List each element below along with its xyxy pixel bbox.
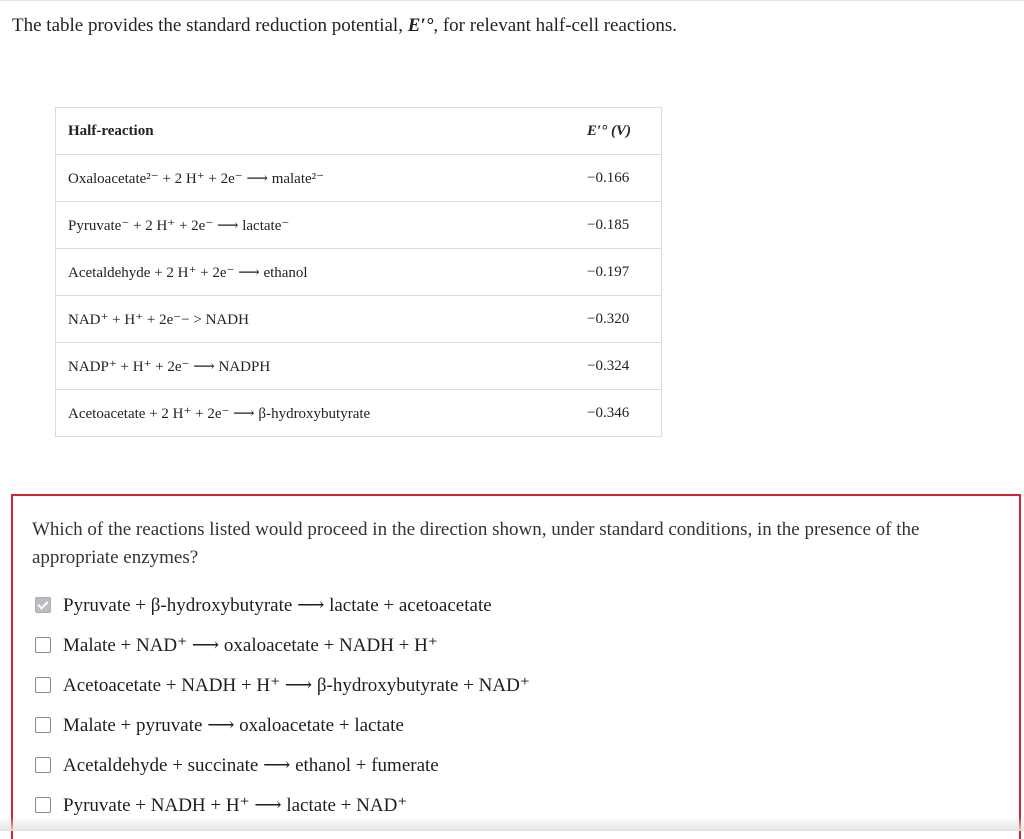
half-reaction-cell: NAD⁺ + H⁺ + 2e⁻− > NADH (68, 311, 249, 328)
answer-option-label: Malate + NAD⁺ ⟶ oxaloacetate + NADH + H⁺ (63, 634, 438, 656)
top-divider (0, 0, 1024, 1)
potential-cell: −0.166 (587, 169, 630, 186)
potential-cell: −0.320 (587, 310, 630, 327)
answer-option-label: Pyruvate + β-hydroxybutyrate ⟶ lactate + acetoacetate (63, 594, 492, 616)
half-reaction-cell: Acetaldehyde + 2 H⁺ + 2e⁻ ⟶ ethanol (68, 264, 308, 281)
checkbox-icon[interactable] (35, 717, 51, 733)
answer-option[interactable] (35, 665, 530, 705)
question-panel (11, 494, 1021, 839)
checkbox-icon[interactable] (35, 677, 51, 693)
answer-option-label: Malate + pyruvate ⟶ oxaloacetate + lactate (63, 714, 404, 736)
intro-before: The table provides the standard reduction potential, (12, 15, 408, 36)
half-reaction-cell: Pyruvate⁻ + 2 H⁺ + 2e⁻ ⟶ lactate⁻ (68, 217, 290, 234)
table-row (56, 343, 662, 390)
answer-option-label: Acetaldehyde + succinate ⟶ ethanol + fumerate (63, 754, 439, 776)
intro-after: , for relevant half-cell reactions. (433, 15, 678, 36)
question-text: Which of the reactions listed would proceed in the direction shown, under standard conditions, in the presence of the appropriate enzymes? (32, 519, 920, 568)
checkbox-icon[interactable] (35, 757, 51, 773)
table-row (56, 390, 662, 437)
half-reaction-cell: Oxaloacetate²⁻ + 2 H⁺ + 2e⁻ ⟶ malate²⁻ (68, 170, 325, 187)
half-reaction-cell: Acetoacetate + 2 H⁺ + 2e⁻ ⟶ β-hydroxybutyrate (68, 405, 371, 422)
potential-cell: −0.185 (587, 216, 630, 233)
bottom-shadow (0, 817, 1024, 831)
header-half-reaction: Half-reaction (56, 108, 576, 155)
checkbox-icon[interactable] (35, 637, 51, 653)
potential-cell: −0.324 (587, 357, 630, 374)
table-row (56, 249, 662, 296)
table-row (56, 202, 662, 249)
intro-symbol: E′° (407, 15, 434, 36)
half-reaction-cell: NADP⁺ + H⁺ + 2e⁻ ⟶ NADPH (68, 358, 271, 375)
header-potential: E′° (V) (575, 108, 662, 155)
potential-cell: −0.197 (587, 263, 630, 280)
table-header-row (56, 108, 662, 155)
answer-option-label: Acetoacetate + NADH + H⁺ ⟶ β-hydroxybutyrate + NAD⁺ (63, 674, 530, 696)
answer-option[interactable] (35, 705, 530, 745)
reduction-potential-table (55, 107, 662, 437)
answer-option[interactable] (35, 745, 530, 785)
table-row (56, 296, 662, 343)
answer-options (35, 585, 530, 825)
checkbox-icon[interactable] (35, 797, 51, 813)
potential-cell: −0.346 (587, 404, 630, 421)
checkbox-checked-icon[interactable] (35, 597, 51, 613)
intro-text (12, 15, 677, 37)
table-row (56, 155, 662, 202)
answer-option[interactable] (35, 585, 530, 625)
answer-option-label: Pyruvate + NADH + H⁺ ⟶ lactate + NAD⁺ (63, 794, 408, 816)
answer-option[interactable] (35, 625, 530, 665)
